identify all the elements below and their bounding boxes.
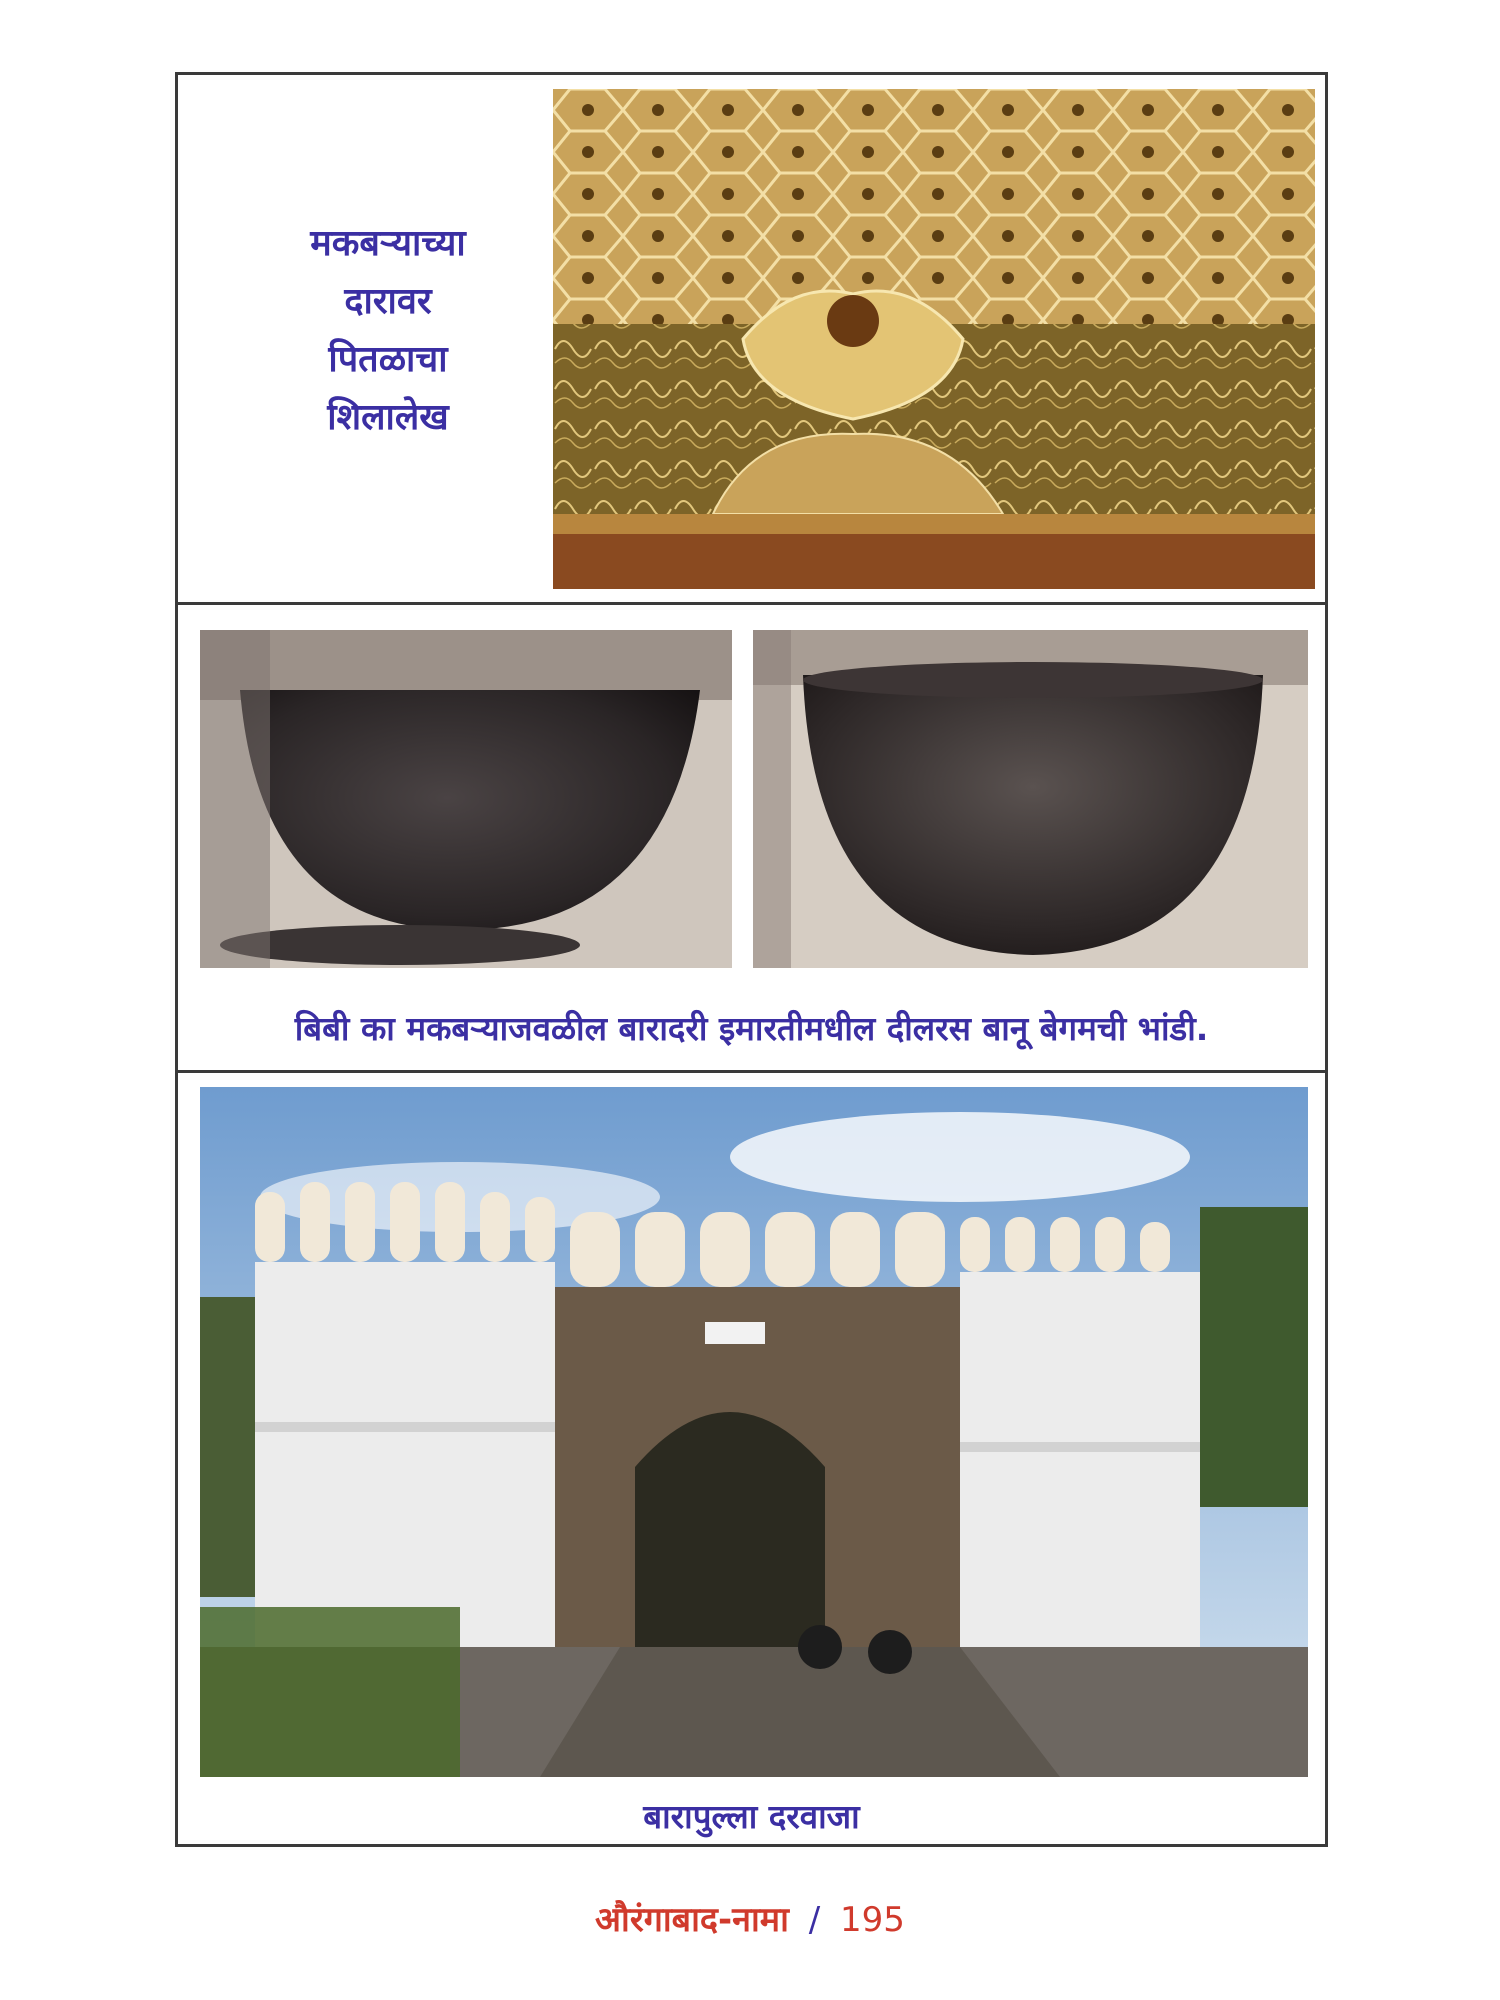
panel-divider-2 [178, 1070, 1325, 1073]
page-footer [0, 1895, 1500, 1941]
page-number: 195 [840, 1900, 905, 1940]
caption-line-3: पितळाचा [328, 339, 448, 380]
brass-door-photo [553, 89, 1315, 589]
book-title: औरंगाबाद-नामा [595, 1900, 789, 1940]
brass-inscription-caption [218, 215, 558, 447]
gate-photo [200, 1087, 1308, 1777]
panel-divider-1 [178, 602, 1325, 605]
caption-line-1: मकबऱ्याच्या [310, 223, 466, 264]
caption-line-2: दारावर [344, 281, 432, 322]
vessel-photo-left [200, 630, 732, 968]
gate-caption: बारापुल्ला दरवाजा [643, 1797, 860, 1836]
page-frame [175, 72, 1328, 1847]
vessels-caption: बिबी का मकबऱ्याजवळील बारादरी इमारतीमधील दीलरस बानू बेगमची भांडी. [294, 1009, 1209, 1048]
vessel-photo-right [753, 630, 1308, 968]
caption-line-4: शिलालेख [327, 397, 449, 438]
footer-separator: / [808, 1900, 821, 1940]
